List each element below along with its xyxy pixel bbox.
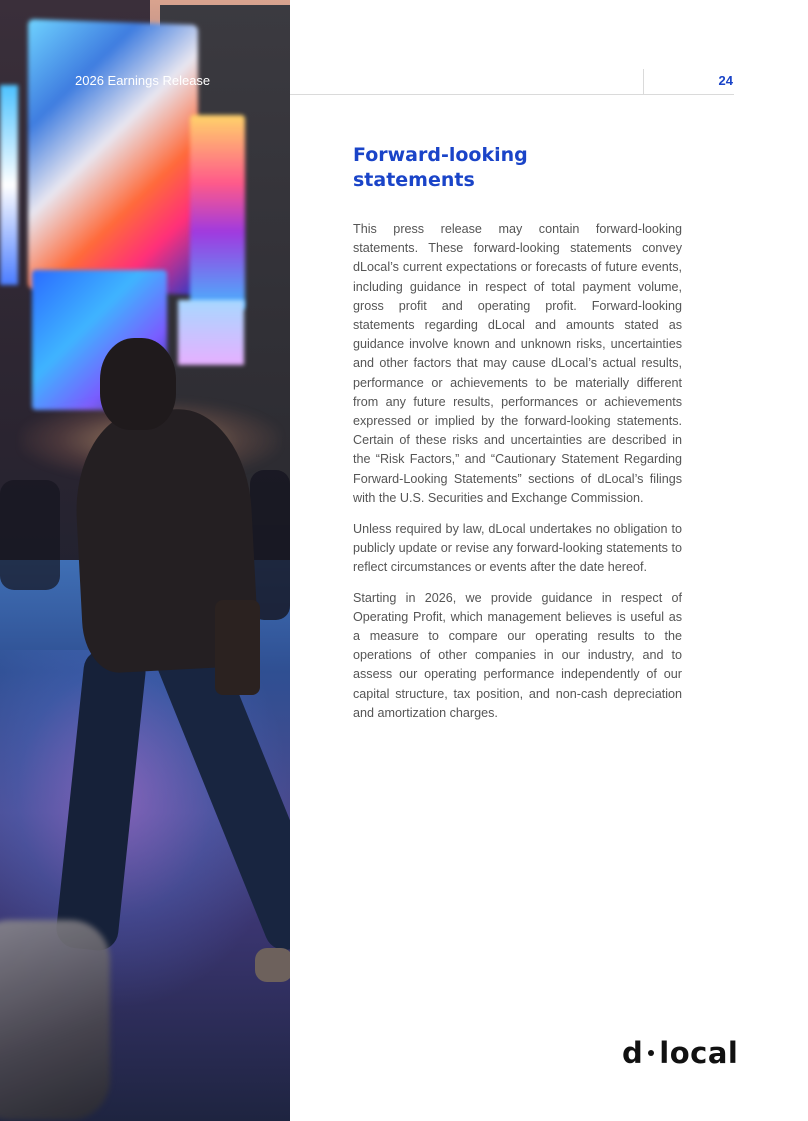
photo-billboard-edge [0,85,18,285]
logo-word-local: local [659,1036,739,1070]
photo-billboard [28,19,198,295]
section-title [353,143,683,193]
photo-person-shoe [255,948,290,982]
header-rule [290,94,734,95]
cover-photo [0,0,290,1121]
photo-foreground-blur [0,920,110,1120]
section-body [353,220,682,735]
paragraph-operating-profit: Starting in 2026, we provide guidance in respect of Operating Profit, which management believes is useful as a measure to compare our operating results to the operations of other companies in our industry, and to assess our operating performance independently of our capital structure, tax position, and non-cash depreciation and amortization charges. [353,590,682,720]
photo-person-head [100,338,176,430]
photo-billboard-small [178,300,244,365]
section-title-line-2: statements [353,169,475,191]
photo-bystander-left [0,480,60,590]
logo-letter-d: d [622,1036,644,1070]
photo-billboard-narrow [190,115,245,310]
logo-dot [648,1050,654,1056]
photo-person-bag [215,600,260,695]
paragraph-no-obligation: Unless required by law, dLocal undertakes no obligation to publicly update or revise any forward-looking statements to reflect circumstances or events after the date hereof. [353,521,682,574]
section-title-line-1: Forward-looking [353,144,528,166]
paragraph-forward-looking: This press release may contain forward-looking statements. These forward-looking statements convey dLocal’s current expectations or forecasts of future events, including guidance in respect of total payment volume, gross profit and operating profit. Forward-looking statements regarding dLocal and amounts stated as guidance involve known and unknown risks, uncertainties and other factors that may cause dLocal’s actual results, performance or achievements to be materially different from any future results, performances or achievements expressed or implied by the forward-looking statements. Certain of these risks and uncertainties are described in the “Risk Factors,” and “Cautionary Statement Regarding Forward-Looking Statements” sections of dLocal’s filings with the U.S. Securities and Exchange Commission. [353,222,682,505]
document-label: 2026 Earnings Release [75,73,211,88]
dlocal-logo [622,1036,738,1070]
page-number: 24 [718,73,733,88]
